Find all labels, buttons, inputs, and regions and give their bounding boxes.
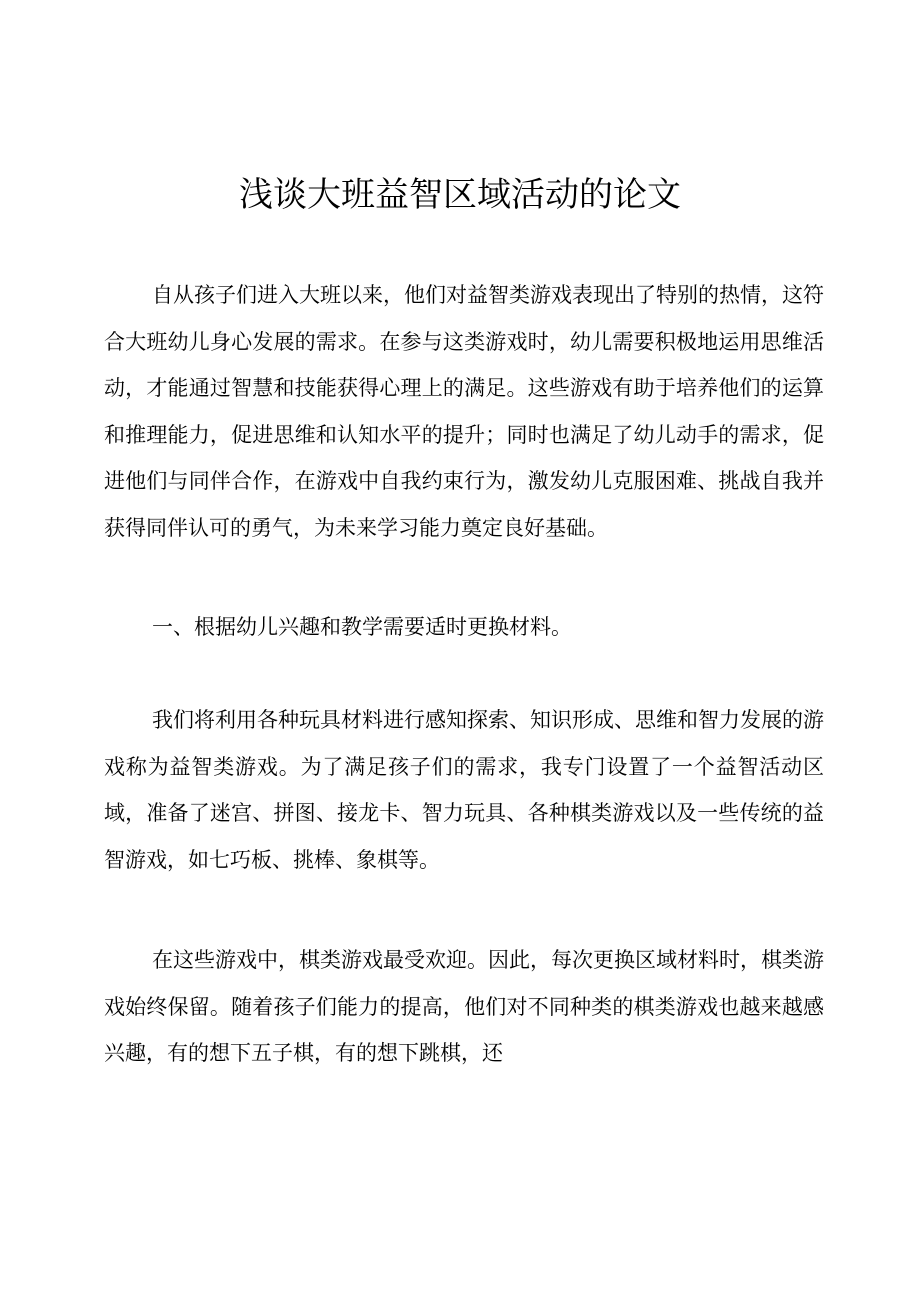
paragraph-intro: 自从孩子们进入大班以来，他们对益智类游戏表现出了特别的热情，这符合大班幼儿身心发展的需求。在参与这类游戏时，幼儿需要积极地运用思维活动，才能通过智慧和技能获得心理上的满足。这些游戏有助于培养他们的运算和推理能力，促进思维和认知水平的提升；同时也满足了幼儿动手的需求，促进他们与同伴合作，在游戏中自我约束行为，激发幼儿克服困难、挑战自我并获得同伴认可的勇气，为未来学习能力奠定良好基础。 bbox=[104, 283, 824, 540]
section-heading-1: 一、根据幼儿兴趣和教学需要适时更换材料。 bbox=[152, 615, 572, 639]
paragraph-puzzle-games: 我们将利用各种玩具材料进行感知探索、知识形成、思维和智力发展的游戏称为益智类游戏。为了满足孩子们的需求，我专门设置了一个益智活动区域，准备了迷宫、拼图、接龙卡、智力玩具、各种棋类游戏以及一些传统的益智游戏，如七巧板、挑棒、象棋等。 bbox=[104, 708, 824, 872]
paragraph-board-games: 在这些游戏中，棋类游戏最受欢迎。因此，每次更换区域材料时，棋类游戏始终保留。随着孩子们能力的提高，他们对不同种类的棋类游戏也越来越感兴趣，有的想下五子棋，有的想下跳棋，还 bbox=[104, 948, 824, 1065]
document-title: 浅谈大班益智区域活动的论文 bbox=[239, 175, 681, 215]
